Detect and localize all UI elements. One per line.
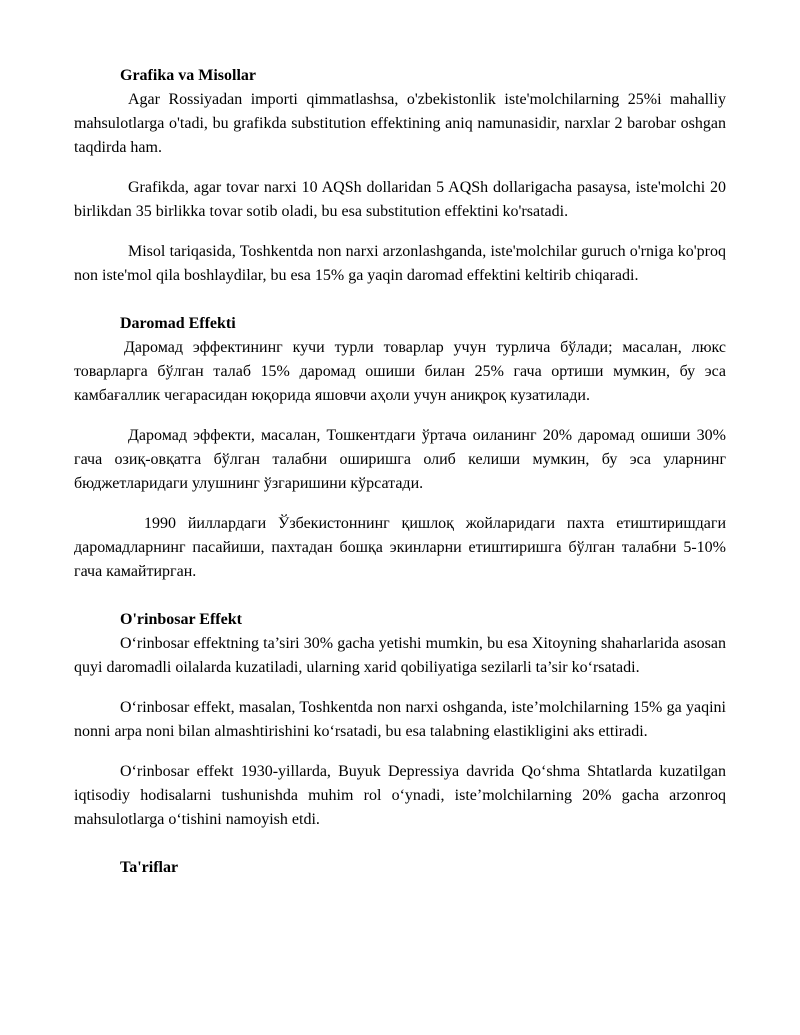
paragraph: Даромад эффектининг кучи турли товарлар учун турлича бўлади; масалан, люкс товарларга бўлган талаб 15% даромад ошиши билан 25% гача ортиши мумкин, бу эса камбағаллик чегарасидан юқорида яшовчи аҳоли учун аниқроқ кузатилади. bbox=[74, 339, 726, 404]
paragraph: Agar Rossiyadan importi qimmatlashsa, o'zbekistonlik iste'molchilarning 25%i mahalliy mahsulotlarga o'tadi, bu grafikda substitution effektining aniq namunasidir, narxlar 2 barobar oshgan taqdirda ham. bbox=[74, 91, 726, 156]
section-grafika bbox=[74, 64, 726, 288]
paragraph: Misol tariqasida, Toshkentda non narxi arzonlashganda, iste'molchilar guruch o'rniga ko'proq non iste'mol qila boshlaydilar, bu esa 15% ga yaqin daromad effektini keltirib chiqaradi. bbox=[74, 243, 726, 284]
section-orinbosar bbox=[74, 608, 726, 832]
section-heading: Grafika va Misollar bbox=[120, 67, 256, 84]
paragraph: O‘rinbosar effektning ta’siri 30% gacha yetishi mumkin, bu esa Xitoyning shaharlarida asosan quyi daromadli oilalarda kuzatiladi, ularning xarid qobiliyatiga sezilarli ta’sir ko‘rsatadi. bbox=[74, 635, 726, 676]
document-page bbox=[74, 64, 726, 880]
paragraph: O‘rinbosar effekt, masalan, Toshkentda non narxi oshganda, iste’molchilarning 15% ga yaqini nonni arpa noni bilan almashtirishini ko‘rsatadi, bu esa talabning elastikligini aks ettiradi. bbox=[74, 699, 726, 740]
paragraph: Даромад эффекти, масалан, Тошкентдаги ўртача оиланинг 20% даромад ошиши 30% гача озиқ-овқатга бўлган талабни оширишга олиб келиши мумкин, бу эса уларнинг бюджетларидаги улушнинг ўзгаришини кўрсатади. bbox=[74, 427, 726, 492]
section-heading: O'rinbosar Effekt bbox=[120, 611, 242, 628]
section-daromad bbox=[74, 312, 726, 584]
paragraph: O‘rinbosar effekt 1930-yillarda, Buyuk Depressiya davrida Qo‘shma Shtatlarda kuzatilgan iqtisodiy hodisalarni tushunishda muhim rol o‘ynadi, iste’molchilarning 20% gacha arzonroq mahsulotlarga o‘tishini namoyish etdi. bbox=[74, 763, 726, 828]
section-heading: Daromad Effekti bbox=[120, 315, 236, 332]
paragraph: Grafikda, agar tovar narxi 10 AQSh dollaridan 5 AQSh dollarigacha pasaysa, iste'molchi 20 birlikdan 35 birlikka tovar sotib oladi, bu esa substitution effektini ko'rsatadi. bbox=[74, 179, 726, 220]
section-tariflar bbox=[74, 856, 726, 880]
section-heading: Ta'riflar bbox=[120, 859, 179, 876]
paragraph: 1990 йиллардаги Ўзбекистоннинг қишлоқ жойларидаги пахта етиштиришдаги даромадларнинг пасайиши, пахтадан бошқа экинларни етиштиришга бўлган талабни 5-10% гача камайтирган. bbox=[74, 515, 726, 580]
